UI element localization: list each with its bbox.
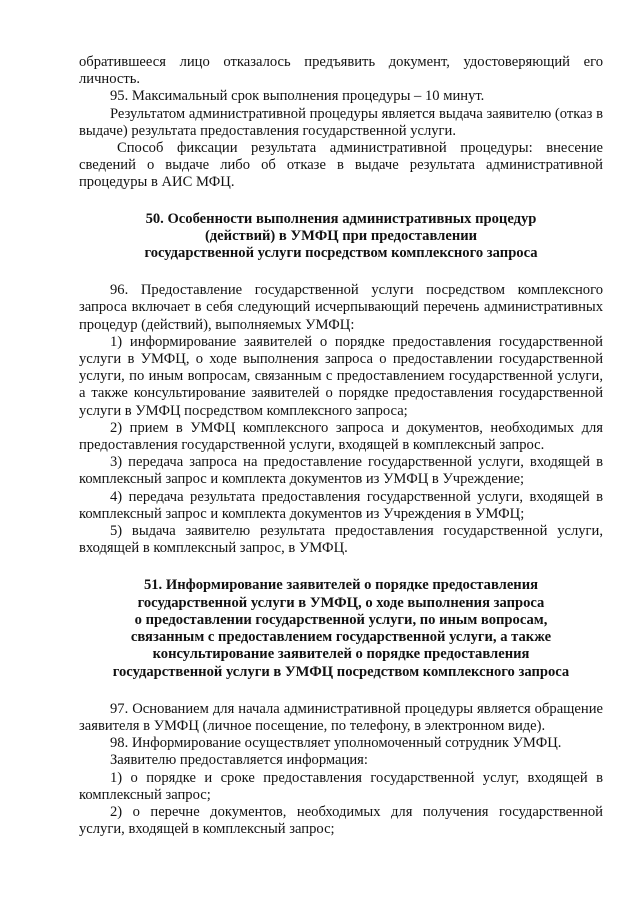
section-51-heading-line: консультирование заявителей о порядке предоставления — [152, 646, 530, 663]
section-51-heading — [79, 577, 603, 680]
paragraph-info-intro: Заявителю предоставляется информация: — [110, 752, 368, 769]
list-item-4: 4) передача результата предоставления государственной услуги, входящей в комплексный запрос и комплекта документов из Учреждения в УМФЦ; — [79, 488, 603, 522]
info-item-2: 2) о перечне документов, необходимых для получения государственной услуги, входящей в комплексный запрос; — [79, 803, 603, 838]
section-51-heading-line: государственной услуги в УМФЦ, о ходе выполнения запроса — [137, 594, 545, 611]
paragraph-96: 96. Предоставление государственной услуги посредством комплексного запроса включает в себя следующий исчерпывающий перечень административных процедур (действий), выполняемых УМФЦ: — [79, 282, 603, 333]
section-51-heading-line: связанным с предоставлением государственной услуги, а также — [130, 629, 552, 646]
section-50-heading-line: 50. Особенности выполнения административных процедур — [145, 210, 537, 227]
section-50-heading — [79, 211, 603, 263]
section-51-heading-line: 51. Информирование заявителей о порядке предоставления — [143, 577, 539, 594]
paragraph-continuation: обратившееся лицо отказалось предъявить документ, удостоверяющий его личность. — [79, 54, 603, 88]
paragraph-97: 97. Основанием для начала административной процедуры является обращение заявителя в УМФЦ (личное посещение, по телефону, в электронном виде). — [79, 700, 603, 734]
list-item-3: 3) передача запроса на предоставление государственной услуги, входящей в комплексный запрос и комплекта документов из УМФЦ в Учреждение; — [79, 454, 603, 488]
info-item-1: 1) о порядке и сроке предоставления государственной услуг, входящей в комплексный запрос; — [79, 769, 603, 803]
paragraph-95: 95. Максимальный срок выполнения процедуры – 10 минут. — [110, 88, 485, 105]
section-51-heading-line: государственной услуги в УМФЦ посредством комплексного запроса — [112, 663, 570, 680]
paragraph-98: 98. Информирование осуществляет уполномоченный сотрудник УМФЦ. — [110, 735, 562, 752]
paragraph-fixation: Способ фиксации результата административной процедуры: внесение сведений о выдаче либо об отказе в выдаче результата административной процедуры в АИС МФЦ. — [79, 140, 603, 191]
section-51-heading-line: о предоставлении государственной услуги, по иным вопросам, — [134, 611, 548, 628]
list-item-5: 5) выдача заявителю результата предоставления государственной услуги, входящей в комплексный запрос, в УМФЦ. — [79, 523, 603, 557]
page-content — [79, 54, 603, 838]
section-50-heading-line: (действий) в УМФЦ при предоставлении — [204, 227, 478, 244]
paragraph-result: Результатом административной процедуры является выдача заявителю (отказ в выдаче) результата предоставления государственной услуги. — [79, 105, 603, 139]
list-item-2: 2) прием в УМФЦ комплексного запроса и документов, необходимых для предоставления государственной услуги, входящей в комплексный запрос. — [79, 419, 603, 454]
list-item-1: 1) информирование заявителей о порядке предоставления государственной услуги в УМФЦ, о ходе выполнения запроса о предоставлении государственной услуги, по иным вопросам, связанным с предоставлением государственной услуги, а также консультирование заявителей о порядке предоставления государственной услуги в УМФЦ посредством комплексного запроса; — [79, 333, 603, 419]
section-50-heading-line: государственной услуги посредством комплексного запроса — [144, 245, 538, 262]
